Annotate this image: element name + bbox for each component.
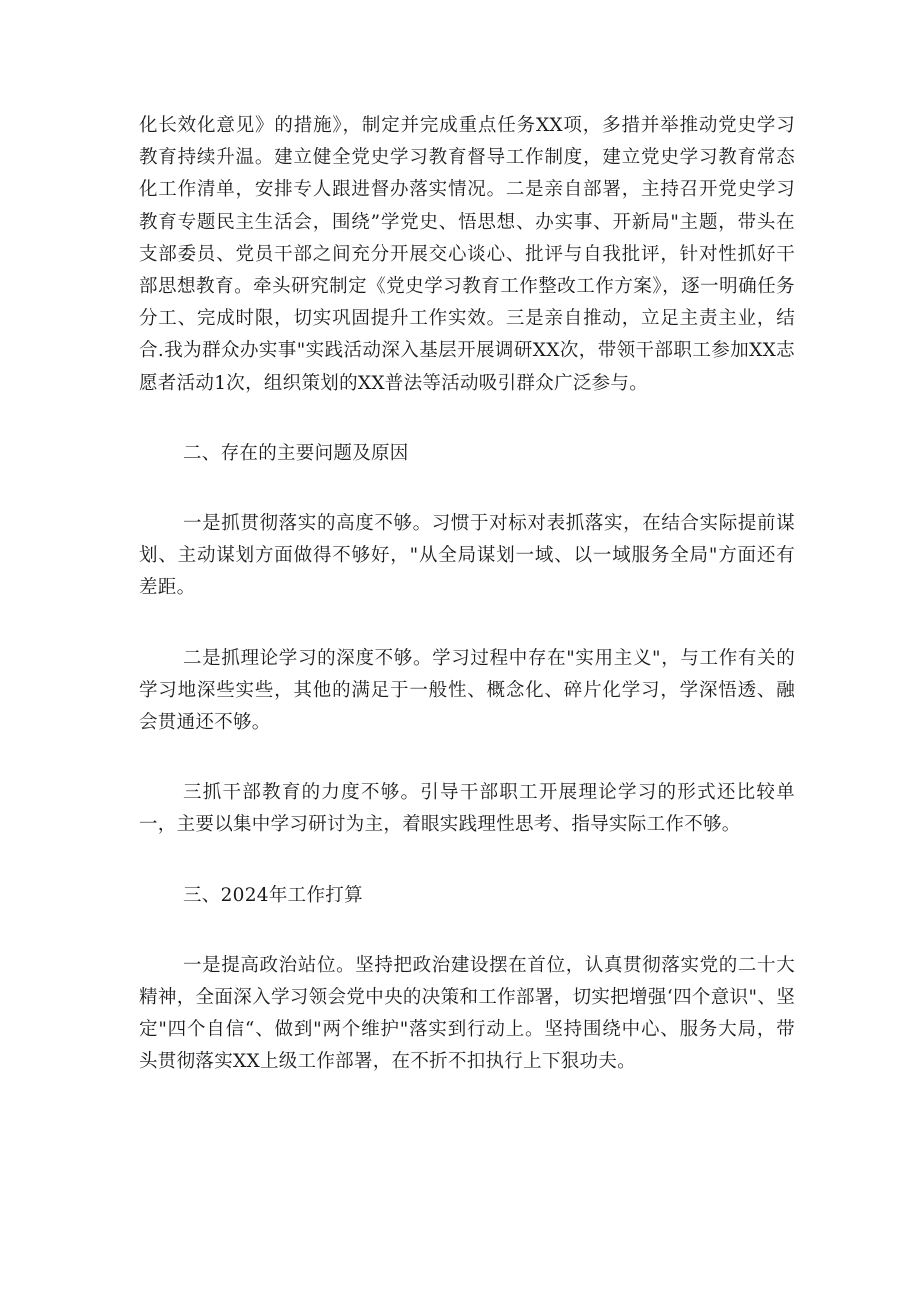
paragraph-spacer bbox=[139, 842, 795, 880]
paragraph-plan-1: 一是提高政治站位。坚持把政治建设摆在首位，认真贯彻落实党的二十大精神，全面深入学习领会党中央的决策和工作部署，切实把增强‘四个意识"、坚定"四个自信“、做到"两个维护"落实到行动上。坚持围绕中心、服务大局，带头贯彻落实XX上级工作部署，在不折不扣执行上下狠功夫。 bbox=[139, 954, 795, 1073]
paragraph-continued-measures: 化长效化意见》的措施》，制定并完成重点任务XX项，多措并举推动党史学习教育持续升温。建立健全党史学习教育督导工作制度，建立党史学习教育常态化工作清单，安排专人跟进督办落实情况。二是亲自部署，主持召开党史学习教育专题民主生活会，围绕”学党史、悟思想、办实事、开新局"主题，带头在支部委员、党员干部之间充分开展交心谈心、批评与自我批评，针对性抓好干部思想教育。牵头研究制定《党史学习教育工作整改工作方案》，逐一明确任务分工、完成时限，切实巩固提升工作实效。三是亲自推动，立足主责主业，结合.我为群众办实事"实践活动深入基层开展调研XX次，带领干部职工参加XX志愿者活动1次，组织策划的XX普法等活动吸引群众广泛参与。 bbox=[139, 115, 795, 394]
paragraph-spacer bbox=[139, 400, 795, 438]
paragraph-problem-1: 一是抓贯彻落实的高度不够。习惯于对标对表抓落实，在结合实际提前谋划、主动谋划方面做得不够好，"从全局谋划一域、以一域服务全局"方面还有差距。 bbox=[139, 513, 795, 599]
paragraph-spacer bbox=[139, 605, 795, 643]
paragraph-spacer bbox=[139, 912, 795, 950]
document-page bbox=[139, 110, 795, 1079]
paragraph-spacer bbox=[139, 739, 795, 777]
paragraph-spacer bbox=[139, 470, 795, 508]
section-heading-plan: 三、2024年工作打算 bbox=[183, 884, 363, 906]
section-heading-problems: 二、存在的主要问题及原因 bbox=[183, 442, 409, 464]
paragraph-problem-2: 二是抓理论学习的深度不够。学习过程中存在"实用主义"，与工作有关的学习地深些实些，其他的满足于一般性、概念化、碎片化学习，学深悟透、融会贯通还不够。 bbox=[139, 647, 795, 734]
paragraph-problem-3: 三抓干部教育的力度不够。引导干部职工开展理论学习的形式还比较单一，主要以集中学习研讨为主，着眼实践理性思考、指导实际工作不够。 bbox=[139, 782, 795, 836]
